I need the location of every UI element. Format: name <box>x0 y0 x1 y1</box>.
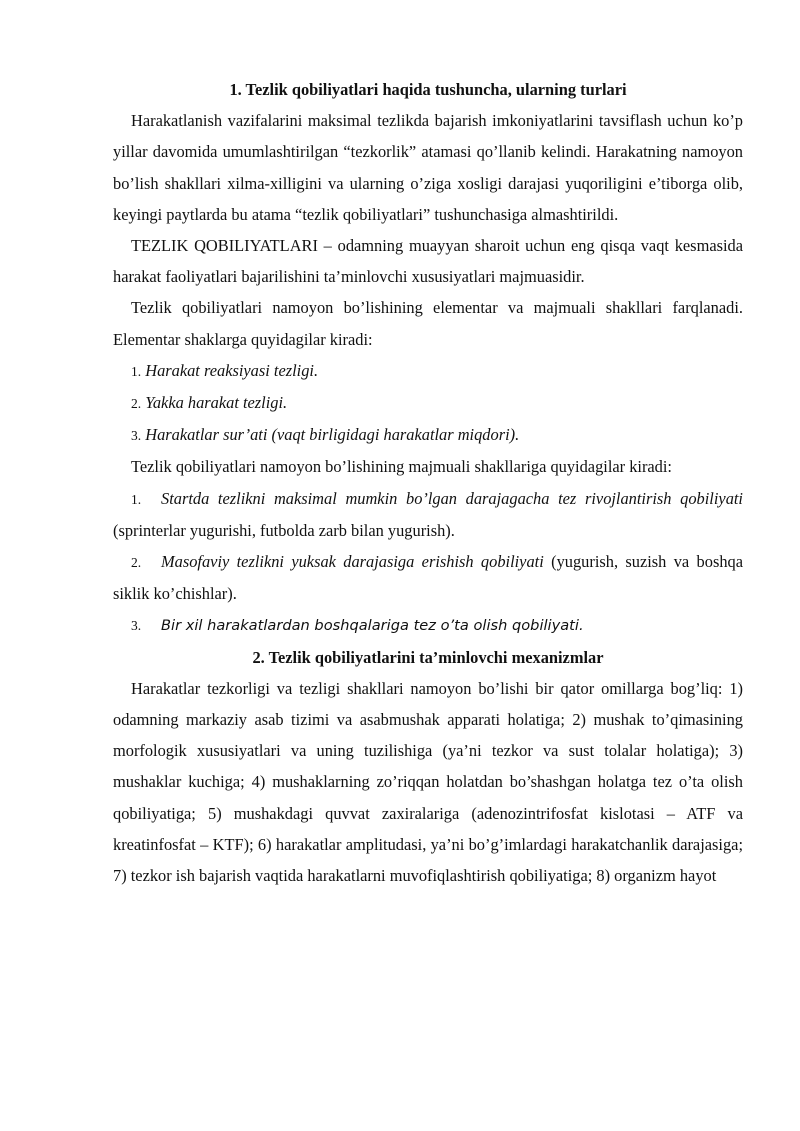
section-2-heading: 2. Tezlik qobiliyatlarini ta’minlovchi mexanizmlar <box>252 647 604 667</box>
list-number: 2. <box>131 396 142 412</box>
majmuali-list-item <box>113 609 743 641</box>
section-1-paragraph-3: Tezlik qobiliyatlari namoyon bo’lishining elementar va majmuali shakllari farqlanadi. Elementar shaklarga quyidagilar kiradi: <box>113 298 743 349</box>
majmuali-list-item <box>113 483 743 546</box>
list-number: 2. <box>131 555 142 571</box>
list-italic-text: Bir xil harakatlardan boshqalariga tez o’ta olish qobiliyati <box>161 617 579 635</box>
section-1-paragraph-4: Tezlik qobiliyatlari namoyon bo’lishining majmuali shakllariga quyidagilar kiradi: <box>131 457 672 477</box>
elementar-list-item <box>113 355 743 387</box>
section-1-paragraph-2: TEZLIK QOBILIYATLARI – odamning muayyan sharoit uchun eng qisqa vaqt kesmasida harakat faoliyatlari bajarilishini ta’minlovchi xususiyatlari majmuasidir. <box>113 236 743 287</box>
list-number: 1. <box>131 491 142 507</box>
list-text: Harakatlar sur’ati (vaqt birligidagi harakatlar miqdori). <box>145 425 520 445</box>
elementar-list-item <box>113 419 743 451</box>
list-text: Yakka harakat tezligi. <box>145 393 288 413</box>
list-rest-text: . <box>578 617 584 635</box>
section-2-paragraph-1: Harakatlar tezkorligi va tezligi shakllari namoyon bo’lishi bir qator omillarga bog’liq: 1) odamning markaziy asab tizimi va asabmushak apparati holatiga; 2) mushak to’qimasining morfologik xususiyatlari va uning tuzilishiga (ya’ni tezkor va sust tolalar holatiga); 3) mushaklar kuchiga; 4) mushaklarning zo’riqqan holatdan bo’shashgan holatga tez o’ta olish qobiliyatiga; 5) mushakdagi quvvat zaxiralariga (adenozintrifosfat kislotasi – ATF va kreatinfosfat – KTF); 6) harakatlar amplitudasi, ya’ni bo’g’imlardagi harakatchanlik darajasiga; 7) tezkor ish bajarish vaqtida harakatlarni muvofiqlashtirish qobiliyatiga; 8) organizm hayot <box>113 678 743 886</box>
list-rest-text: (yugurish, suzish va boshqa siklik ko’chishlar). <box>113 552 743 604</box>
majmuali-list-item <box>113 546 743 609</box>
section-1-heading: 1. Tezlik qobiliyatlari haqida tushuncha, ularning turlari <box>229 80 627 99</box>
document-page <box>113 74 743 891</box>
list-number: 3. <box>131 618 142 634</box>
list-rest-text: (sprinterlar yugurishi, futbolda zarb bilan yugurish). <box>113 520 455 540</box>
list-text: Harakat reaksiyasi tezligi. <box>145 360 319 380</box>
section-1-paragraph-1: Harakatlanish vazifalarini maksimal tezlikda bajarish imkoniyatlarini tavsiflash uchun ko’p yillar davomida umumlashtirilgan “tezkorlik” atamasi qo’llanib kelindi. Harakatning namoyon bo’lish shakllari xilma-xilligini va ularning o’ziga xosligi darajasi yuqoriligini e’tiborga olib, keyingi paytlarda bu atama “tezlik qobiliyatlari” tushunchasiga almashtirildi. <box>113 111 743 224</box>
list-italic-text: Masofaviy tezlikni yuksak darajasiga erishish qobiliyati <box>161 552 544 572</box>
list-number: 1. <box>131 363 142 379</box>
list-number: 3. <box>131 428 142 444</box>
elementar-list-item <box>113 387 743 419</box>
list-italic-text: Startda tezlikni maksimal mumkin bo’lgan darajagacha tez rivojlantirish qobiliyati <box>161 488 743 508</box>
